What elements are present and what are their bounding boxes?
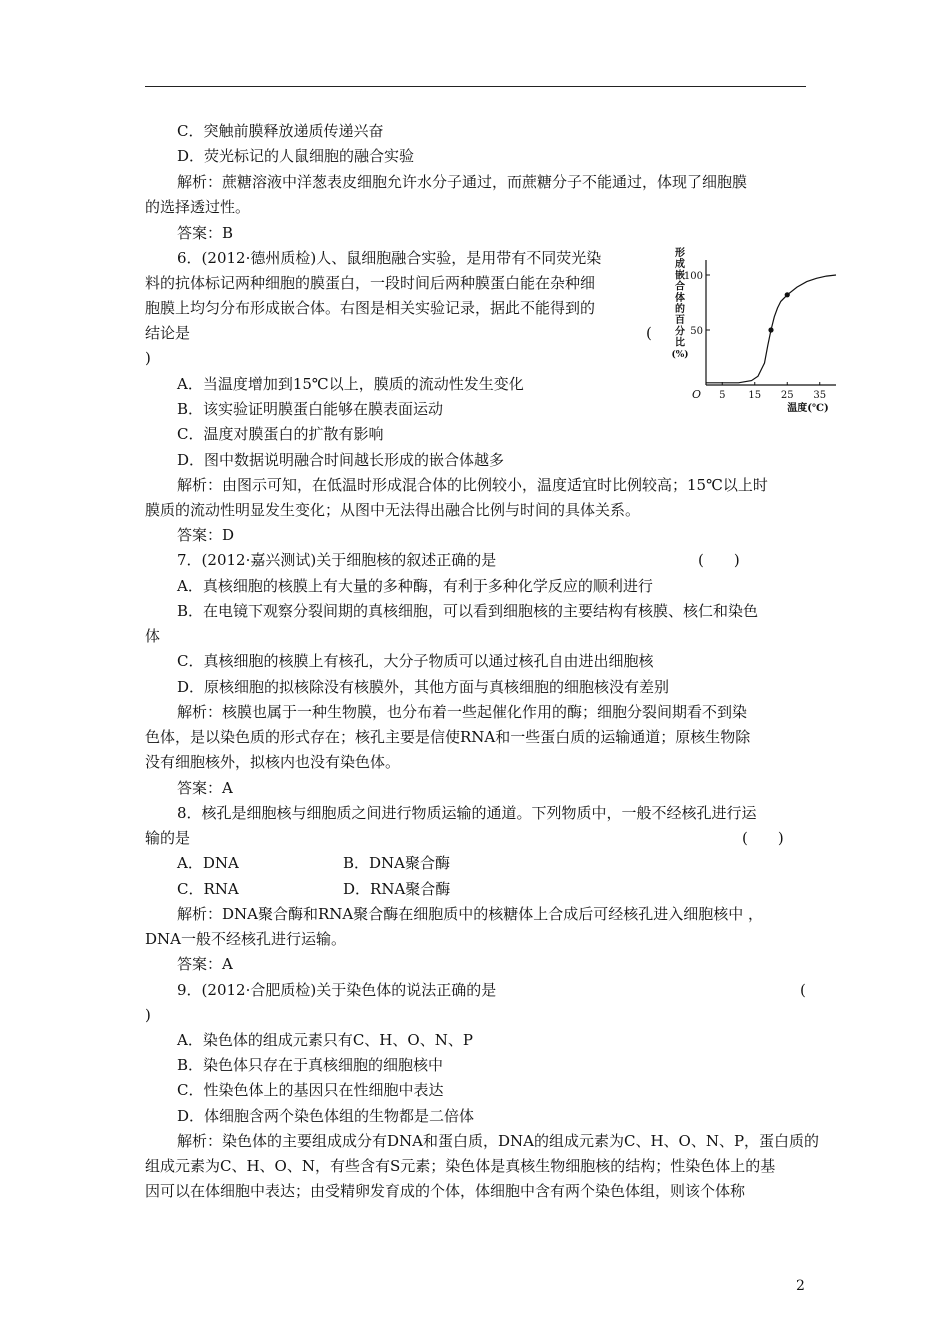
y-axis-label-char: 百 xyxy=(675,315,685,327)
q8-stem-cont: 输的是 xyxy=(145,829,191,847)
q6-analysis: 解析：由图示可知，在低温时形成混合体的比例较小，温度适宜时比例较高；15℃以上时 xyxy=(177,476,768,494)
q5-analysis: 解析：蔗糖溶液中洋葱表皮细胞允许水分子通过，而蔗糖分子不能通过，体现了细胞膜 xyxy=(177,173,748,191)
q6-option-a: A．当温度增加到15℃以上，膜质的流动性发生变化 xyxy=(177,375,524,393)
page-number: 2 xyxy=(796,1278,805,1294)
q8-option-c: C．RNA xyxy=(177,880,239,898)
q9-paren-open: ( xyxy=(800,981,806,999)
q7-analysis-cont-1: 色体，是以染色质的形式存在；核孔主要是信使RNA和一些蛋白质的运输通道；原核生物除 xyxy=(145,728,751,746)
q6-option-d: D．图中数据说明融合时间越长形成的嵌合体越多 xyxy=(177,451,505,469)
q9-stem: 9．(2012·合肥质检)关于染色体的说法正确的是 xyxy=(177,981,497,999)
q9-option-d: D．体细胞含两个染色体组的生物都是二倍体 xyxy=(177,1107,475,1125)
q9-analysis-cont-2: 因可以在体细胞中表达；由受精卵发育成的个体，体细胞中含有两个染色体组，则该个体称 xyxy=(145,1182,746,1200)
data-point xyxy=(768,327,773,332)
q6-paren-close: ) xyxy=(145,349,151,367)
y-axis-label-char: 比 xyxy=(675,337,685,349)
q7-option-c: C．真核细胞的核膜上有核孔，大分子物质可以通过核孔自由进出细胞核 xyxy=(177,652,654,670)
y-axis-label-char: 形 xyxy=(675,248,685,259)
q9-paren-close: ) xyxy=(145,1006,151,1024)
q9-option-b: B．染色体只存在于真核细胞的细胞核中 xyxy=(177,1056,444,1074)
q9-option-a: A．染色体的组成元素只有C、H、O、N、P xyxy=(177,1031,473,1049)
y-axis-label-char: 分 xyxy=(675,326,685,338)
q8-option-d: D．RNA聚合酶 xyxy=(343,880,451,898)
q8-analysis-cont: DNA一般不经核孔进行运输。 xyxy=(145,930,346,948)
q7-paren: ( ) xyxy=(698,551,740,569)
y-axis-label-unit: (%) xyxy=(671,349,689,360)
q9-option-c: C．性染色体上的基因只在性细胞中表达 xyxy=(177,1081,444,1099)
q8-paren: ( ) xyxy=(742,829,784,847)
q6-stem-cont-3: 结论是 xyxy=(145,324,191,342)
origin-label: O xyxy=(692,388,702,401)
q7-option-a: A．真核细胞的核膜上有大量的多种酶，有利于多种化学反应的顺利进行 xyxy=(177,577,653,595)
q6-stem: 6．(2012·德州质检)人、鼠细胞融合实验，是用带有不同荧光染 xyxy=(177,249,602,267)
header-rule xyxy=(145,86,806,87)
q8-stem: 8．核孔是细胞核与细胞质之间进行物质运输的通道。下列物质中，一般不经核孔进行运 xyxy=(177,804,757,822)
q5-answer: 答案：B xyxy=(177,224,234,242)
x-tick-label: 35 xyxy=(813,390,827,401)
q7-option-b: B．在电镜下观察分裂间期的真核细胞，可以看到细胞核的主要结构有核膜、核仁和染色 xyxy=(177,602,759,620)
y-tick-label: 100 xyxy=(683,271,703,282)
q7-analysis-cont-2: 没有细胞核外，拟核内也没有染色体。 xyxy=(145,753,401,771)
q6-option-b: B．该实验证明膜蛋白能够在膜表面运动 xyxy=(177,400,444,418)
q6-option-c: C．温度对膜蛋白的扩散有影响 xyxy=(177,425,384,443)
y-axis-label-char: 合 xyxy=(675,281,685,293)
q6-analysis-cont: 膜质的流动性明显发生变化；从图中无法得出融合比例与时间的具体关系。 xyxy=(145,501,641,519)
y-axis-label xyxy=(671,246,688,360)
x-tick-label: 5 xyxy=(719,390,726,401)
q6-stem-cont-2: 胞膜上均匀分布形成嵌合体。右图是相关实验记录，据此不能得到的 xyxy=(145,299,596,317)
data-point xyxy=(785,292,790,297)
q8-analysis: 解析：DNA聚合酶和RNA聚合酶在细胞质中的核糖体上合成后可经核孔进入细胞核中 ， xyxy=(177,905,764,923)
q7-analysis: 解析：核膜也属于一种生物膜，也分布着一些起催化作用的酶；细胞分裂间期看不到染 xyxy=(177,703,748,721)
y-axis-label-char: 体 xyxy=(675,292,685,304)
y-axis-label-char: 嵌 xyxy=(675,270,685,282)
x-tick-label: 25 xyxy=(780,390,794,401)
q7-option-b-cont: 体 xyxy=(145,627,161,645)
q6-stem-cont-1: 料的抗体标记两种细胞的膜蛋白，一段时间后两种膜蛋白能在杂种细 xyxy=(145,274,596,292)
q7-answer: 答案：A xyxy=(177,779,233,797)
q7-stem: 7．(2012·嘉兴测试)关于细胞核的叙述正确的是 xyxy=(177,551,497,569)
y-axis-label-char: 的 xyxy=(675,304,685,315)
y-tick-label: 50 xyxy=(690,326,703,337)
y-axis-label-char: 成 xyxy=(675,259,685,271)
fusion-temperature-chart xyxy=(640,238,840,424)
q5-option-c: C．突触前膜释放递质传递兴奋 xyxy=(177,122,384,140)
q6-paren-open: ( xyxy=(646,324,652,342)
q5-option-d: D．荧光标记的人鼠细胞的融合实验 xyxy=(177,147,415,165)
q8-option-b: B．DNA聚合酶 xyxy=(343,854,451,872)
q9-analysis: 解析：染色体的主要组成成分有DNA和蛋白质，DNA的组成元素为C、H、O、N、P，蛋白质的 xyxy=(177,1132,820,1150)
q8-option-a: A．DNA xyxy=(177,854,239,872)
q8-answer: 答案：A xyxy=(177,955,233,973)
x-axis-label: 温度(℃) xyxy=(787,403,829,414)
q9-analysis-cont-1: 组成元素为C、H、O、N，有些含有S元素；染色体是真核生物细胞核的结构；性染色体上的基 xyxy=(145,1157,776,1175)
q6-answer: 答案：D xyxy=(177,526,235,544)
q7-option-d: D．原核细胞的拟核除没有核膜外，其他方面与真核细胞的细胞核没有差别 xyxy=(177,678,670,696)
x-tick-label: 15 xyxy=(748,390,762,401)
q5-analysis-cont: 的选择透过性。 xyxy=(145,198,251,216)
